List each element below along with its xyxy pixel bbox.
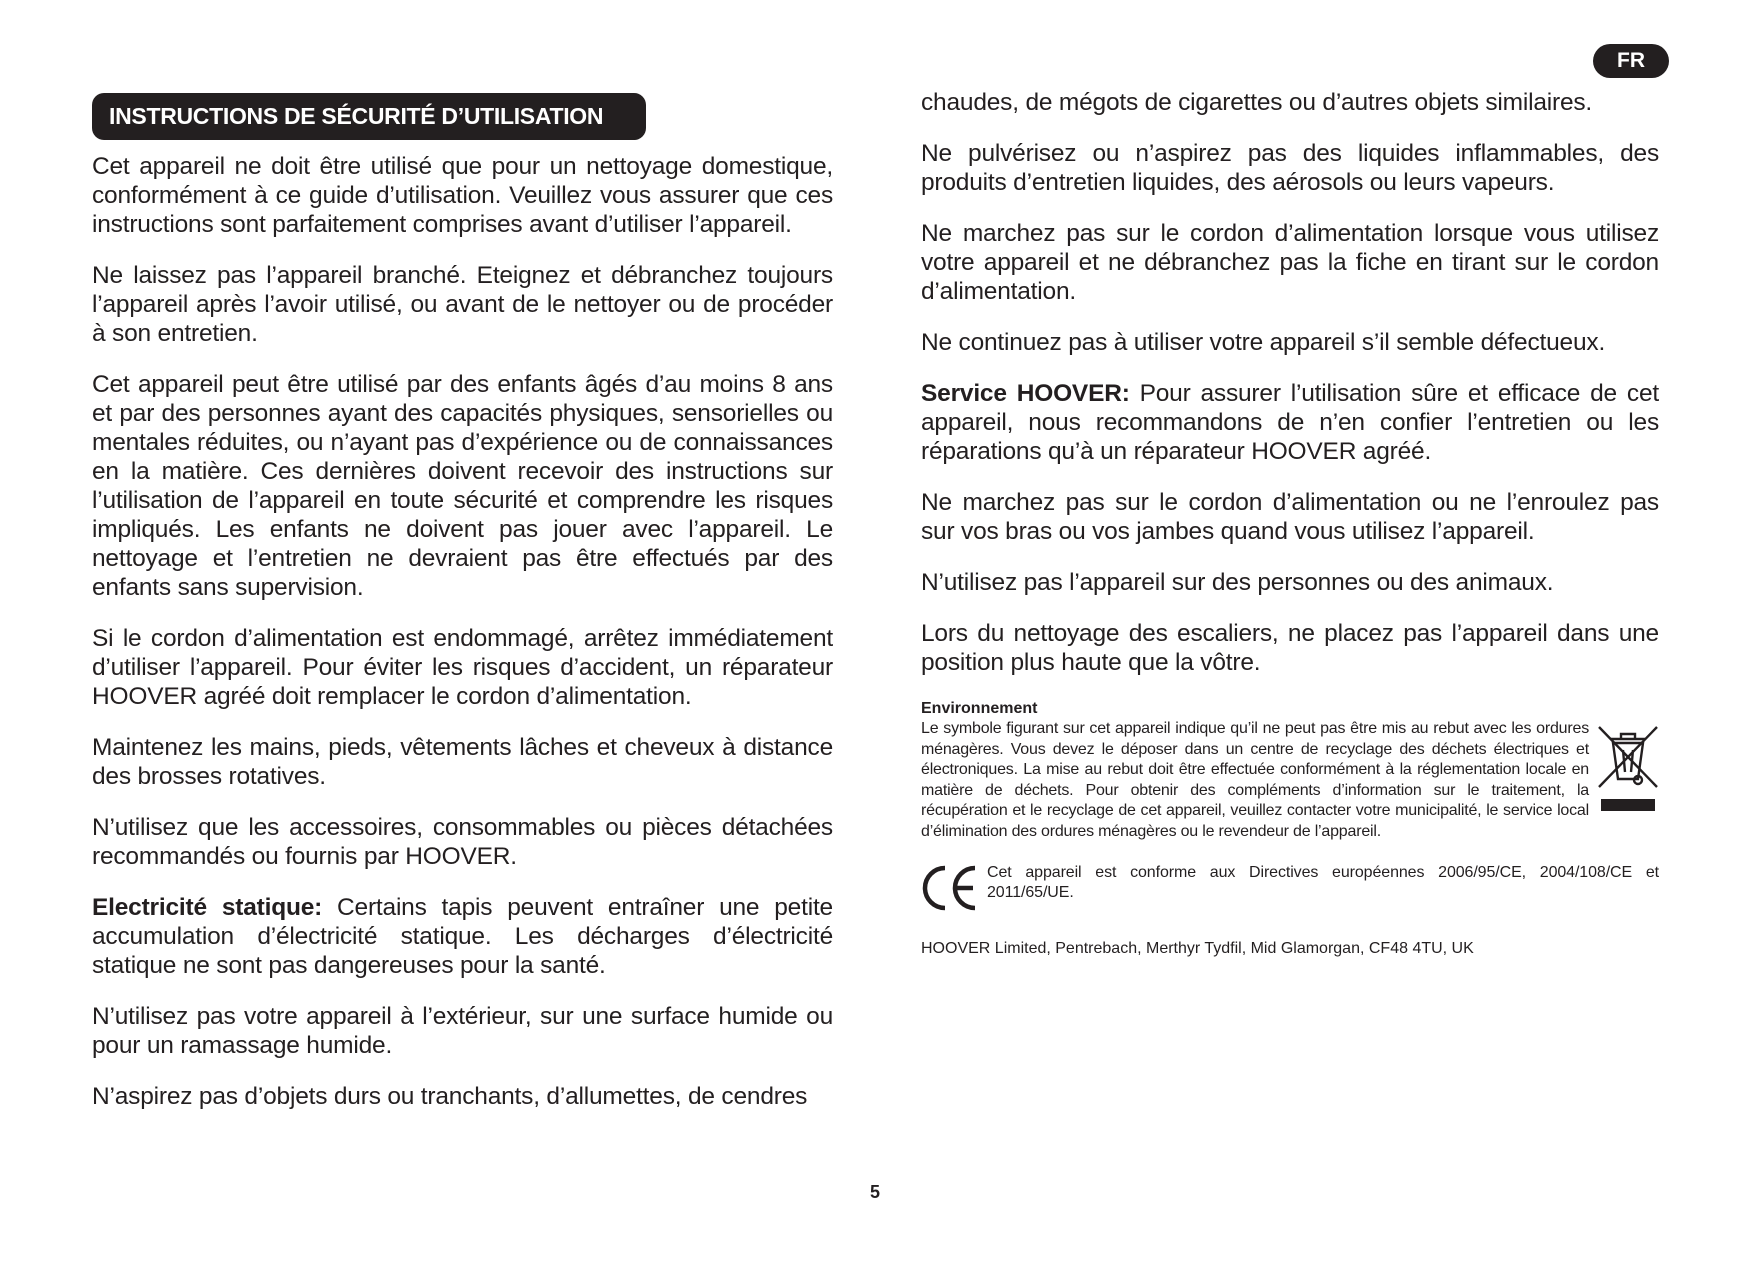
weee-crossed-bin-icon [1597,721,1659,817]
paragraph-static-electricity [92,893,833,980]
paragraph-people-animals: N’utilisez pas l’appareil sur des personnes ou des animaux. [921,569,1554,596]
paragraph-cord-wrap: Ne marchez pas sur le cordon d’alimentation ou ne l’enroulez pas sur vos bras ou vos jambes quand vous utilisez l’appareil. [921,489,1659,545]
left-column [92,93,833,1133]
paragraph-domestic-use: Cet appareil ne doit être utilisé que pour un nettoyage domestique, conformément à ce guide d’utilisation. Veuillez vous assurer que ces instructions sont parfaitement comprises avant d’utiliser l’appareil. [92,153,833,238]
service-text: Pour assurer l’utilisation sûre et efficace de cet appareil, nous recommandons de n’en confier l’entretien ou les réparations qu’à un réparateur HOOVER agréé. [921,380,1660,465]
environment-section [921,719,1659,843]
paragraph-sharp-objects: N’aspirez pas d’objets durs ou tranchants, d’allumettes, de cendres [92,1083,808,1110]
environment-title: Environnement [921,700,1038,717]
static-electricity-text: Certains tapis peuvent entraîner une petite accumulation d’électricité statique. Les décharges d’électricité statique ne sont pas dangereuses pour la santé. [92,894,833,979]
ce-mark-icon [921,863,981,913]
paragraph-service [921,379,1659,466]
paragraph-flammable: Ne pulvérisez ou n’aspirez pas des liquides inflammables, des produits d’entretien liquides, des aérosols ou leurs vapeurs. [921,140,1659,196]
paragraph-continued: chaudes, de mégots de cigarettes ou d’autres objets similaires. [921,89,1593,116]
section-title: INSTRUCTIONS DE SÉCURITÉ D’UTILISATION [92,93,646,140]
paragraph-unplug: Ne laissez pas l’appareil branché. Eteignez et débranchez toujours l’appareil après l’avoir utilisé, ou avant de le nettoyer ou de procéder à son entretien. [92,262,833,347]
company-address: HOOVER Limited, Pentrebach, Merthyr Tydfil, Mid Glamorgan, CF48 4TU, UK [921,939,1474,957]
service-label: Service HOOVER: [921,380,1130,407]
ce-conformity-text: Cet appareil est conforme aux Directives européennes 2006/95/CE, 2004/108/CE et 2011/65/UE. [987,863,1659,901]
paragraph-defective: Ne continuez pas à utiliser votre appareil s’il semble défectueux. [921,329,1606,356]
environment-text: Le symbole figurant sur cet appareil indique qu’il ne peut pas être mis au rebut avec les ordures ménagères. Vous devez le déposer dans un centre de recyclage des déchets électriques et électroniques. La mise au rebut doit être effectuée conformément à la réglementation locale en matière de déchets. Pour obtenir des compléments d’information sur le traitement, la récupération et le recyclage de cet appareil, veuillez contacter votre municipalité, le service local d’élimination des ordures ménagères ou le revendeur de l’appareil. [921,720,1589,840]
paragraph-cord-walk: Ne marchez pas sur le cordon d’alimentation lorsque vous utilisez votre appareil et ne débranchez pas la fiche en tirant sur le cordon d’alimentation. [921,220,1659,305]
right-column [921,88,1659,959]
paragraph-outdoor: N’utilisez pas votre appareil à l’extérieur, sur une surface humide ou pour un ramassage humide. [92,1003,833,1059]
paragraph-children: Cet appareil peut être utilisé par des enfants âgés d’au moins 8 ans et par des personnes ayant des capacités physiques, sensorielles ou mentales réduites, ou n’ayant pas d’expérience ou de connaissances en la matière. Ces dernières doivent recevoir des instructions sur l’utilisation de l’appareil en toute sécurité et comprendre les risques impliqués. Les enfants ne doivent pas jouer avec l’appareil. Le nettoyage et l’entretien ne devraient pas être effectués par des enfants sans supervision. [92,371,833,601]
paragraph-brushes: Maintenez les mains, pieds, vêtements lâches et cheveux à distance des brosses rotatives. [92,734,833,790]
paragraph-accessories: N’utilisez que les accessoires, consommables ou pièces détachées recommandés ou fournis par HOOVER. [92,814,833,870]
ce-section [921,863,1659,913]
paragraph-damaged-cord: Si le cordon d’alimentation est endommagé, arrêtez immédiatement d’utiliser l’appareil. Pour éviter les risques d’accident, un réparateur HOOVER agréé doit remplacer le cordon d’alimentation. [92,625,833,710]
language-badge: FR [1593,44,1669,78]
page-number: 5 [869,1182,880,1202]
static-electricity-label: Electricité statique: [92,894,323,921]
paragraph-stairs: Lors du nettoyage des escaliers, ne placez pas l’appareil dans une position plus haute que la vôtre. [921,620,1659,676]
